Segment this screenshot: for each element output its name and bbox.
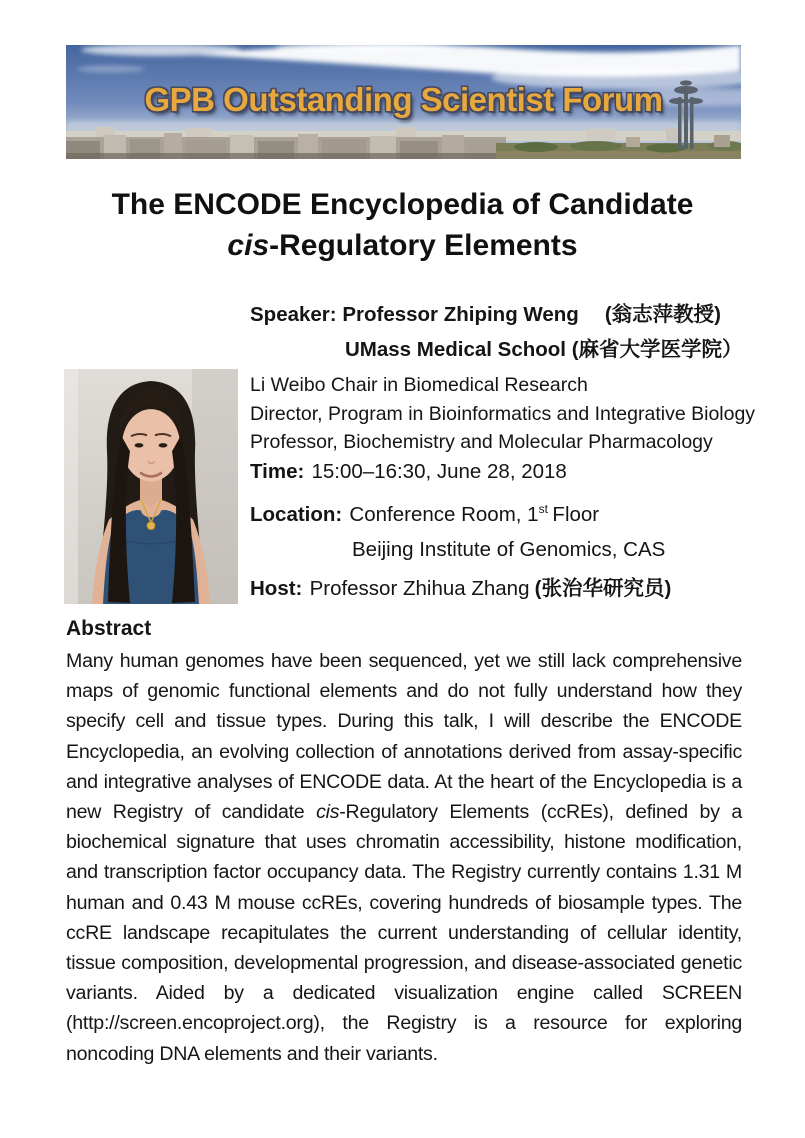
bio-line: Director, Program in Bioinformatics and Integrative Biology bbox=[250, 402, 756, 425]
portrait-illustration bbox=[64, 369, 238, 604]
title-cis-italic: cis bbox=[227, 229, 270, 262]
speaker-bio bbox=[250, 371, 755, 457]
time-line bbox=[250, 460, 567, 484]
host-name-chinese: (张治华研究员) bbox=[534, 577, 672, 600]
location-ordinal: st bbox=[538, 502, 548, 517]
host-value: Professor Zhihua Zhang bbox=[309, 577, 530, 600]
title-line-2: cis-Regulatory Elements bbox=[227, 229, 578, 262]
time-label: Time: bbox=[250, 460, 305, 483]
location-line-2: Beijing Institute of Genomics, CAS bbox=[352, 538, 666, 561]
location-line bbox=[250, 503, 599, 527]
speaker-line bbox=[250, 297, 721, 327]
speaker-photo bbox=[64, 369, 238, 604]
host-line bbox=[250, 571, 671, 601]
poster-title bbox=[0, 184, 805, 266]
location-value: Conference Room, 1 bbox=[349, 503, 539, 526]
location-suffix: Floor bbox=[552, 503, 600, 526]
speaker-label: Speaker: bbox=[250, 303, 337, 326]
location-label: Location: bbox=[250, 503, 343, 526]
speaker-affiliation: UMass Medical School (麻省大学医学院） bbox=[345, 338, 743, 361]
abstract-body: Many human genomes have been sequenced, yet we still lack comprehensive maps of genomic functional elements and do not fully understand how they specify cell and tissue types. During this talk, I will describe the ENCODE Encyclopedia, an evolving collection of annotations derived from assay-specific and integrative analyses of ENCODE data. At the heart of the Encyclopedia is a new Registry of candidate cis-Regulatory Elements (ccREs), defined by a biochemical signature that uses chromatin accessibility, histone modification, and transcription factor occupancy data. The Registry currently contains 1.31 M human and 0.43 M mouse ccREs, covering hundreds of biosample types. The ccRE landscape recapitulates the current understanding of cellular identity, tissue composition, developmental progression, and disease-associated genetic variants. Aided by a dedicated visualization engine called SCREEN (http://screen.encoproject.org), the Registry is a resource for exploring noncoding DNA elements and their variants. bbox=[66, 650, 742, 1065]
time-value: 15:00–16:30, June 28, 2018 bbox=[311, 460, 567, 483]
bio-line: Professor, Biochemistry and Molecular Pharmacology bbox=[250, 431, 713, 453]
bio-line: Li Weibo Chair in Biomedical Research bbox=[250, 374, 588, 396]
speaker-name-chinese: (翁志萍教授) bbox=[604, 303, 721, 326]
title-line-1: The ENCODE Encyclopedia of Candidate bbox=[111, 188, 694, 221]
speaker-name: Professor Zhiping Weng bbox=[342, 303, 579, 326]
abstract-heading: Abstract bbox=[66, 617, 152, 640]
forum-banner bbox=[66, 45, 741, 159]
host-label: Host: bbox=[250, 577, 303, 600]
banner-title: GPB Outstanding Scientist Forum bbox=[144, 81, 663, 118]
